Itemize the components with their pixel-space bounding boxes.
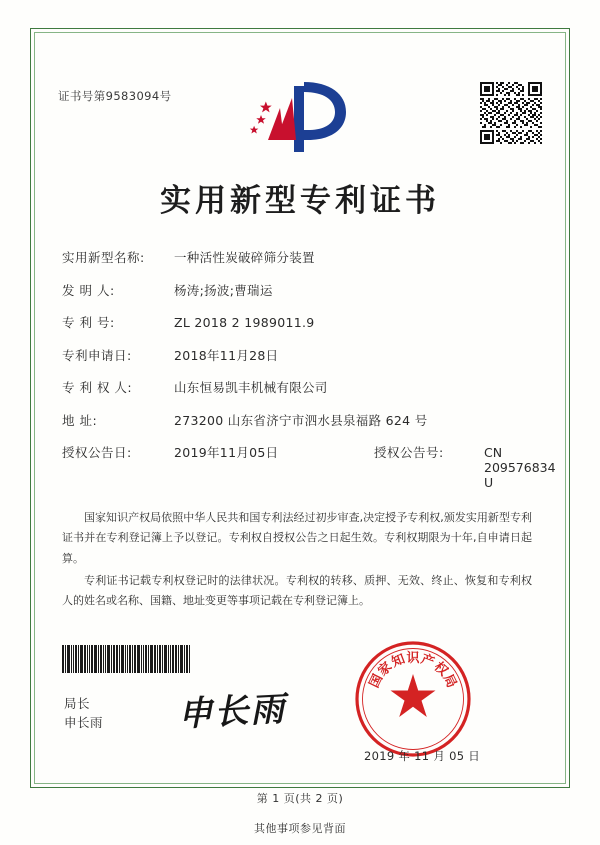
field-value-grant-number: CN 209576834 U xyxy=(484,445,556,490)
barcode xyxy=(62,645,212,673)
field-label: 发 明 人: xyxy=(62,282,115,298)
field-value: 杨涛;扬波;曹瑞运 xyxy=(174,282,273,298)
cnipa-logo-icon xyxy=(246,78,354,156)
field-row-address xyxy=(62,411,532,429)
svg-text:产: 产 xyxy=(418,651,437,671)
field-value: 一种活性炭破碎筛分装置 xyxy=(174,250,315,265)
signature-title-line2: 申长雨 xyxy=(64,715,104,731)
field-row-patentee xyxy=(62,378,532,396)
legal-paragraph-2: 专利证书记载专利权登记时的法律状况。专利权的转移、质押、无效、终止、恢复和专利权人的姓名或名称、国籍、地址变更等事项记载在专利登记簿上。 xyxy=(62,574,532,608)
field-row-patent-number xyxy=(62,313,532,331)
field-value: 2018年11月28日 xyxy=(174,347,279,363)
footnote: 其他事项参见背面 xyxy=(254,822,346,835)
field-label-grant-number: 授权公告号: xyxy=(374,445,444,460)
signature-title-line1: 局长 xyxy=(64,696,91,711)
svg-text:国: 国 xyxy=(367,672,387,691)
svg-text:家: 家 xyxy=(375,659,396,680)
field-label: 地 址: xyxy=(62,412,98,428)
field-label-grant-date: 授权公告日: xyxy=(62,445,132,460)
field-row-application-date xyxy=(62,346,532,364)
field-value: ZL 2018 2 1989011.9 xyxy=(174,315,315,330)
page-title: 实用新型专利证书 xyxy=(160,183,440,219)
field-label: 专 利 号: xyxy=(62,315,115,330)
qr-code-icon xyxy=(480,82,542,144)
legal-text xyxy=(62,508,532,614)
svg-text:权: 权 xyxy=(430,659,451,680)
page-number: 第 1 页(共 2 页) xyxy=(256,792,344,805)
field-label: 专利申请日: xyxy=(62,347,132,363)
svg-text:识: 识 xyxy=(406,651,420,666)
field-value-grant-date: 2019年11月05日 xyxy=(174,445,279,460)
field-value: 山东恒易凯丰机械有限公司 xyxy=(174,380,328,395)
svg-text:局: 局 xyxy=(439,672,459,691)
field-label: 实用新型名称: xyxy=(62,250,145,265)
field-row-inventors xyxy=(62,281,532,299)
field-row-grant-announcement xyxy=(62,443,556,490)
field-value: 273200 山东省济宁市泗水县泉福路 624 号 xyxy=(174,412,428,428)
field-row-utility-model-name xyxy=(62,248,532,266)
legal-paragraph-1: 国家知识产权局依照中华人民共和国专利法经过初步审查,决定授予专利权,颁发实用新型专利证书并在专利登记簿上予以登记。专利权自授权公告之日起生效。专利权期限为十年,自申请日起算。 xyxy=(62,511,532,565)
seal-date: 2019 年 11 月 05 日 xyxy=(364,749,481,763)
official-seal xyxy=(352,638,474,760)
certificate-number: 证书号第9583094号 xyxy=(58,89,172,103)
fields-list xyxy=(62,248,556,505)
svg-text:知: 知 xyxy=(389,651,408,671)
field-label: 专 利 权 人: xyxy=(62,380,133,395)
signature-title xyxy=(64,694,103,733)
handwritten-signature: 申长雨 xyxy=(177,689,288,735)
